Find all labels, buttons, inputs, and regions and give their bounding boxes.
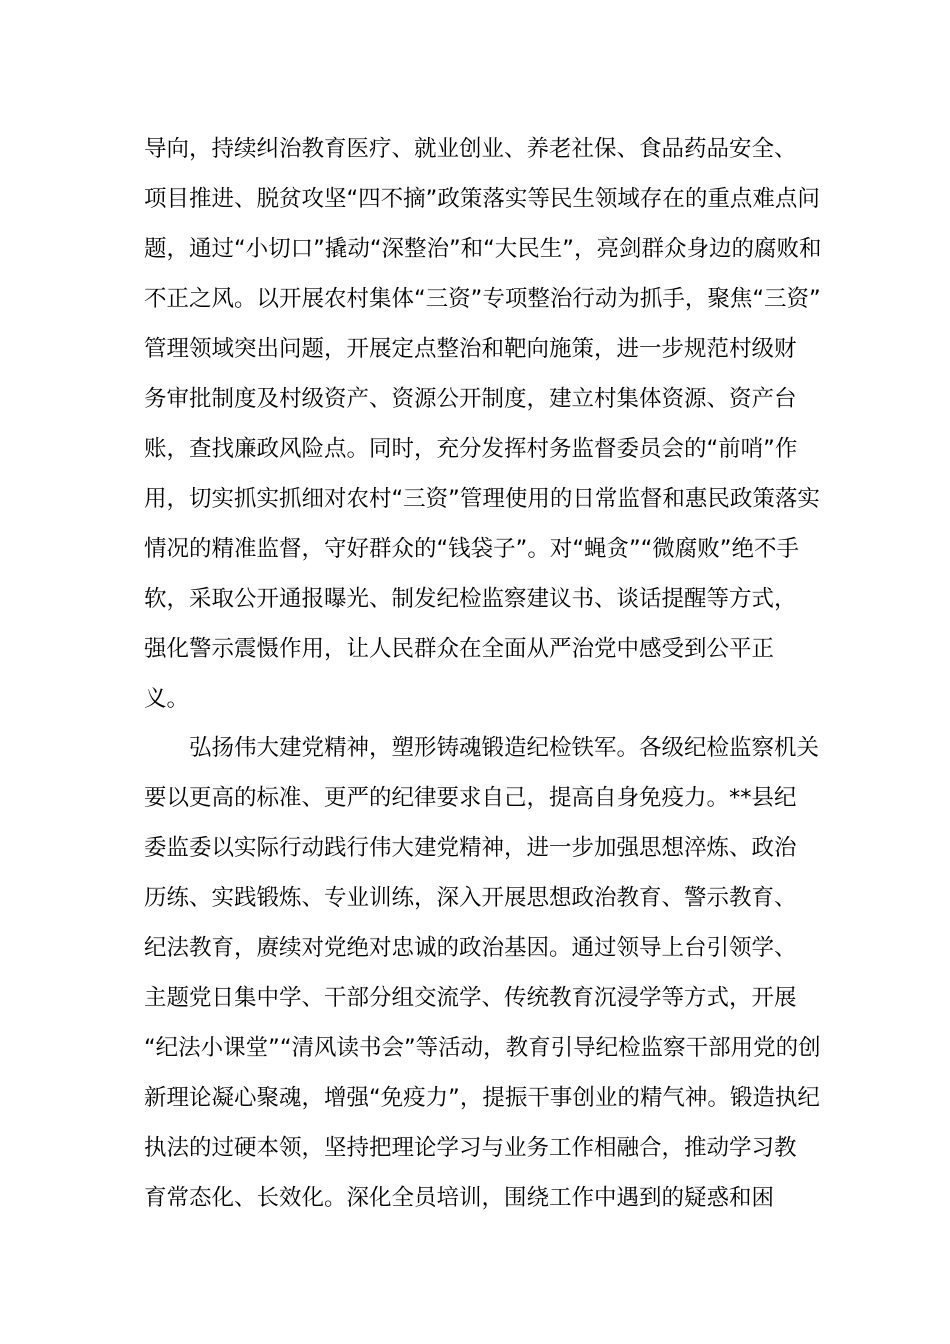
text-line: 新理论凝心聚魂，增强“免疫力”，提振干事创业的精气神。锻造执纪: [144, 1085, 820, 1111]
paragraph-1: [144, 124, 824, 724]
text-line: 委监委以实际行动践行伟大建党精神，进一步加强思想淬炼、政治: [144, 835, 797, 861]
text-line: 用，切实抓实抓细对农村“三资”管理使用的日常监督和惠民政策落实: [144, 486, 820, 512]
text-line: 义。: [144, 686, 190, 712]
text-line: 软，采取公开通报曝光、制发纪检监察建议书、谈话提醒等方式，: [144, 586, 797, 612]
text-line: 管理领域突出问题，开展定点整治和靶向施策，进一步规范村级财: [144, 336, 797, 362]
text-line: 要以更高的标准、更严的纪律要求自己，提高自身免疫力。**县纪: [144, 785, 797, 811]
text-line: 账，查找廉政风险点。同时，充分发挥村务监督委员会的“前哨”作: [144, 436, 798, 462]
text-line: 强化警示震慑作用，让人民群众在全面从严治党中感受到公平正: [144, 636, 775, 662]
text-line: 情况的精准监督，守好群众的“钱袋子”。对“蝇贪”“微腐败”绝不手: [144, 536, 799, 562]
text-line: 项目推进、脱贫攻坚“四不摘”政策落实等民生领域存在的重点难点问: [144, 186, 820, 212]
text-line: 历练、实践锻炼、专业训练，深入开展思想政治教育、警示教育、: [144, 885, 797, 911]
text-line: 育常态化、长效化。深化全员培训，围绕工作中遇到的疑惑和困: [144, 1185, 775, 1211]
text-line: 执法的过硬本领，坚持把理论学习与业务工作相融合，推动学习教: [144, 1135, 797, 1161]
text-line: 弘扬伟大建党精神，塑形铸魂锻造纪检铁军。各级纪检监察机关: [189, 735, 820, 761]
paragraph-2: [144, 723, 824, 1223]
text-line: 导向，持续纠治教育医疗、就业创业、养老社保、食品药品安全、: [144, 136, 797, 162]
text-line: 纪法教育，赓续对党绝对忠诚的政治基因。通过领导上台引领学、: [144, 935, 797, 961]
text-line: 务审批制度及村级资产、资源公开制度，建立村集体资源、资产台: [144, 386, 797, 412]
text-line: “纪法小课堂”“清风读书会”等活动，教育引导纪检监察干部用党的创: [144, 1035, 821, 1061]
text-line: 题，通过“小切口”撬动“深整治”和“大民生”，亮剑群众身边的腐败和: [144, 236, 822, 262]
text-line: 主题党日集中学、干部分组交流学、传统教育沉浸学等方式，开展: [144, 985, 797, 1011]
text-line: 不正之风。以开展农村集体“三资”专项整治行动为抓手，聚焦“三资”: [144, 286, 821, 312]
